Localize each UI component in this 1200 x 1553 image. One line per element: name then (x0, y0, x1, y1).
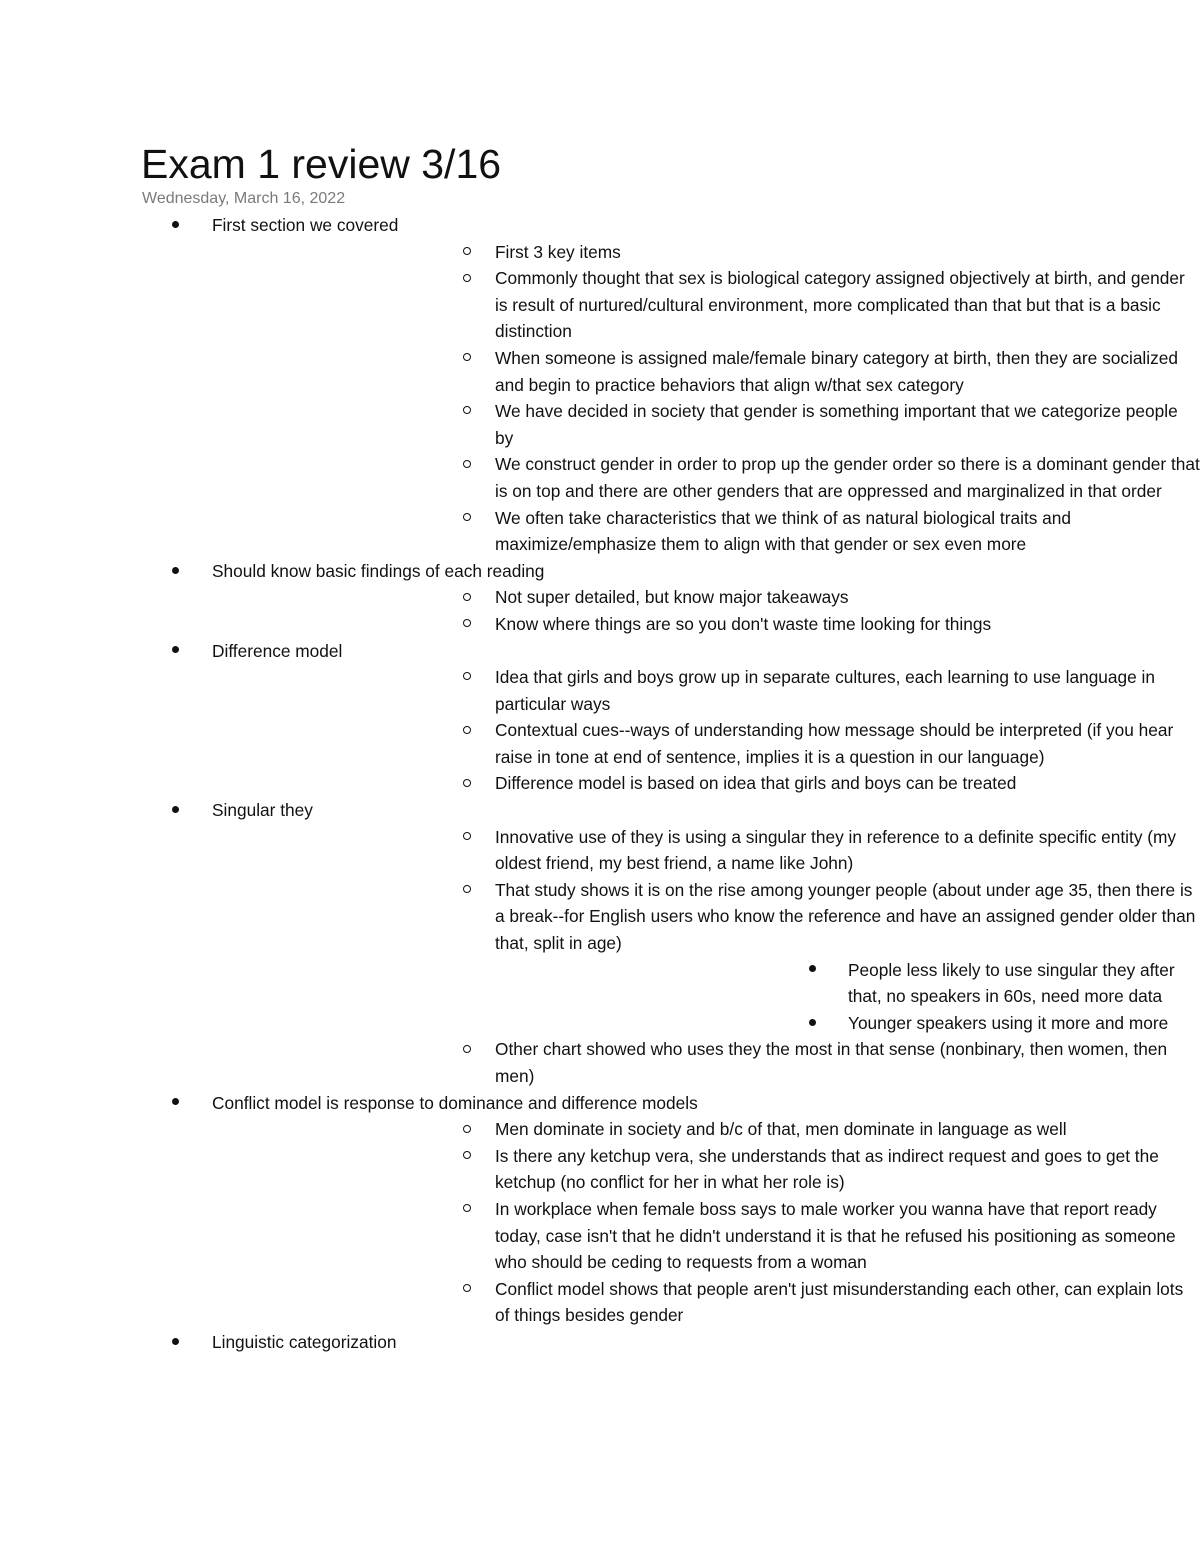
circle-bullet-icon (463, 877, 471, 904)
circle-bullet-icon (463, 239, 471, 266)
list-item (212, 1276, 1200, 1329)
sub-sub-list (495, 957, 1200, 1037)
page-title: Exam 1 review 3/16 (141, 141, 502, 187)
circle-bullet-icon (463, 717, 471, 744)
note-body (0, 212, 1200, 1356)
list-item-text: Difference model is based on idea that girls and boys can be treated (495, 773, 1017, 794)
list-item-text: We often take characteristics that we think of as natural biological traits and maximize/emphasize them to align with that gender or sex even more (495, 507, 1072, 555)
list-item-text: Know where things are so you don't waste time looking for things (495, 613, 992, 634)
disc-bullet-icon (172, 558, 179, 585)
list-item (212, 584, 1200, 611)
list-item (495, 1010, 1200, 1037)
list-item-text: In workplace when female boss says to male worker you wanna have that report ready today, case isn't that he didn't understand it is that he refused his positioning as someone who should be ceding to requests from a woman (495, 1198, 1176, 1273)
list-item (0, 212, 1200, 558)
list-item-text: Is there any ketchup vera, she understands that as indirect request and goes to get the ketchup (no conflict for her in what her role is) (495, 1145, 1159, 1193)
disc-bullet-icon (172, 1329, 179, 1356)
list-item (495, 957, 1200, 1010)
list-item-text: Contextual cues--ways of understanding how message should be interpreted (if you hear raise in tone at end of sentence, implies it is a question in our language) (495, 720, 1174, 767)
list-item-text: Idea that girls and boys grow up in separate cultures, each learning to use language in particular ways (495, 667, 1155, 714)
circle-bullet-icon (463, 770, 471, 797)
circle-bullet-icon (463, 1036, 471, 1063)
disc-bullet-icon (172, 797, 179, 824)
sub-list (212, 664, 1200, 797)
list-item (212, 265, 1200, 345)
circle-bullet-icon (463, 398, 471, 425)
sub-list (212, 824, 1200, 1090)
circle-bullet-icon (463, 1143, 471, 1170)
top-level-list (0, 212, 1200, 1356)
section-heading: Difference model (212, 640, 343, 661)
section-heading: First section we covered (212, 215, 399, 235)
circle-bullet-icon (463, 611, 471, 638)
sub-list (212, 584, 1200, 637)
list-item-text: People less likely to use singular they after that, no speakers in 60s, need more data (848, 959, 1175, 1007)
disc-bullet-icon (809, 1010, 816, 1037)
list-item (212, 824, 1200, 877)
circle-bullet-icon (463, 505, 471, 532)
list-item-text: Commonly thought that sex is biological category assigned objectively at birth, and gender is result of nurtured/cultural environment, more complicated than that but that is a basic distinction (495, 268, 1185, 342)
list-item (212, 611, 1200, 638)
section-heading: Conflict model is response to dominance and difference models (212, 1092, 698, 1113)
list-item-text: Men dominate in society and b/c of that, men dominate in language as well (495, 1119, 1067, 1140)
section-heading: Singular they (212, 800, 313, 821)
disc-bullet-icon (172, 212, 179, 239)
list-item (212, 717, 1200, 770)
section-heading: Linguistic categorization (212, 1331, 397, 1352)
list-item (212, 877, 1200, 1037)
list-item (0, 558, 1200, 638)
list-item-text: Younger speakers using it more and more (848, 1012, 1169, 1033)
list-item (212, 505, 1200, 558)
circle-bullet-icon (463, 345, 471, 372)
section-heading: Should know basic findings of each reading (212, 560, 545, 581)
list-item (0, 1329, 1200, 1356)
list-item-text: Other chart showed who uses they the most in that sense (nonbinary, then women, then men) (495, 1039, 1168, 1086)
list-item-text: Not super detailed, but know major takeaways (495, 587, 849, 608)
circle-bullet-icon (463, 1116, 471, 1143)
list-item (212, 770, 1200, 797)
disc-bullet-icon (172, 638, 179, 665)
circle-bullet-icon (463, 265, 471, 292)
sub-list (212, 1116, 1200, 1329)
list-item (212, 239, 1200, 266)
disc-bullet-icon (809, 957, 816, 984)
list-item-text: Conflict model shows that people aren't just misunderstanding each other, can explain lots of things besides gender (495, 1278, 1184, 1326)
list-item (212, 1196, 1200, 1276)
circle-bullet-icon (463, 824, 471, 851)
list-item (212, 1036, 1200, 1089)
list-item (0, 1090, 1200, 1329)
list-item (212, 664, 1200, 717)
list-item-text: We construct gender in order to prop up the gender order so there is a dominant gender that is on top and there are other genders that are oppressed and marginalized in that order (495, 454, 1200, 501)
circle-bullet-icon (463, 451, 471, 478)
circle-bullet-icon (463, 1276, 471, 1303)
list-item (212, 1143, 1200, 1196)
list-item (212, 398, 1200, 451)
list-item-text: That study shows it is on the rise among younger people (about under age 35, then there is a break--for English users who know the reference and have an assigned gender older than that, split in age) (495, 879, 1196, 954)
list-item (212, 451, 1200, 504)
circle-bullet-icon (463, 1196, 471, 1223)
disc-bullet-icon (172, 1090, 179, 1117)
sub-list (212, 239, 1200, 558)
list-item-text: We have decided in society that gender is something important that we categorize people by (495, 401, 1178, 448)
list-item-text: First 3 key items (495, 241, 621, 262)
list-item (0, 797, 1200, 1090)
list-item-text: When someone is assigned male/female binary category at birth, then they are socialized and begin to practice behaviors that align w/that sex category (495, 347, 1178, 395)
list-item-text: Innovative use of they is using a singular they in reference to a definite specific entity (my oldest friend, my best friend, a name like John) (495, 826, 1177, 874)
list-item (0, 638, 1200, 798)
note-date: Wednesday, March 16, 2022 (142, 190, 346, 207)
circle-bullet-icon (463, 664, 471, 691)
list-item (212, 345, 1200, 398)
list-item (212, 1116, 1200, 1143)
circle-bullet-icon (463, 584, 471, 611)
